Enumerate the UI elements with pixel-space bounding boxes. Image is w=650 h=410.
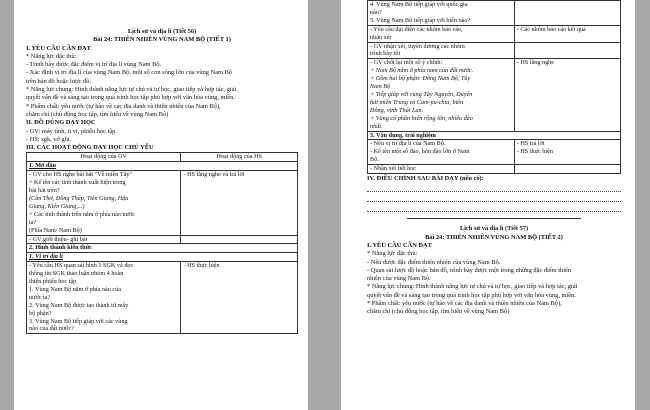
lesson-title: Lịch sử và địa lí (Tiết 56) [127, 28, 197, 35]
text-line: nhiên của vùng Nam Bộ. [367, 275, 431, 283]
document-page-2 [341, 0, 635, 410]
text-line: * Phẩm chất: yêu nước (tự hào về các địa danh và thiên nhiên của Nam Bộ), [367, 300, 562, 307]
text-line: * Phẩm chất: yêu nước (tự hào về các địa danh và thiên nhiên của Nam Bộ), [26, 102, 221, 110]
student-activity-cell: - HS lắng nghe và trả lời [181, 171, 298, 235]
table-section-row: 1. Vị trí địa lí [27, 253, 298, 262]
dotted-line [367, 193, 621, 202]
text-line: * Năng lực đặc thù: [367, 250, 418, 258]
section-heading: I. YÊU CẦU CẦN ĐẠT [26, 44, 91, 52]
teacher-activity-cell: - Yêu cầu HS quan sát hình 1 SGK và đọc thông tin SGK thảo luận nhóm 4 hoàn thiện phiếu học tập 1. Vùng Nam Bộ nằm ở phía nào của nước ta? 2. Vùng Nam Bộ được tạo thành từ mấy bộ phận? 3. Vùng Nam Bộ tiếp giáp với các vùng nào của đất nước? [27, 262, 181, 334]
teacher-activity-cell: - GV cho HS nghe bài hát "Về miền Tây" + Kể tên các tỉnh thành xuất hiện trong bài hát trên? (Cần Thơ, Đồng Tháp, Tiền Giang, Hậu Giang, Kiên Giang,...) + Các tỉnh thành trên nằm ở phía nào nước ta? (Phía Nam/ Nam Bộ) [27, 171, 181, 235]
teacher-activity-cell: - GV nhận xét, tuyên dương các nhóm trình bày tốt [368, 42, 515, 59]
teacher-activity-cell: - Yêu cầu đại diện các nhóm báo cáo, nhận xét [368, 25, 515, 42]
student-activity-cell: - HS trả lời - HS thực hiện [514, 140, 620, 165]
document-page-1 [14, 0, 308, 410]
dotted-line [367, 183, 621, 192]
section-heading: II. ĐỒ DÙNG DẠY HỌC [26, 119, 96, 127]
teacher-activity-cell: - Nhận xét tiết học [368, 165, 515, 174]
table-section-row: 3. Vận dụng, trải nghiệm [368, 131, 621, 140]
section-heading: III. CÁC HOẠT ĐỘNG DẠY HỌC CHỦ YẾU [26, 144, 154, 152]
lesson-subtitle: Bài 24: THIÊN NHIÊN VÙNG NAM BỘ (TIẾT 2) [425, 233, 563, 241]
column-header-student: Hoạt động của HS [181, 153, 298, 162]
table-section-row: 1. Mở đầu [27, 162, 298, 171]
text-line: * Năng lực chung: Hình thành năng lực tự chủ và tự học, giao tiếp và hợp tác, giải [367, 283, 578, 291]
teacher-activity-cell: 4. Vùng Nam Bộ tiếp giáp với quốc gia nào? 5. Vùng Nam Bộ tiếp giáp với biển nào? [368, 1, 515, 26]
teacher-activity-cell: - GV chốt lại một số ý chính: + Nam Bộ nằm ở phía nam của đất nước. + Gồm hai bộ phận: Đông Nam Bộ, Tây Nam Bộ + Tiếp giáp với vùng Tây Nguyên, Duyên hải miền Trung và Cam-pu-chia, biển Đông, vịnh Thái Lan. + Vùng có phần biển rộng lớn, nhiều đảo nhất. [368, 59, 515, 131]
lesson-subtitle: Bài 24: THIÊN NHIÊN VÙNG NAM BỘ (TIẾT 1) [93, 36, 231, 44]
text-line: * Năng lực chung: Hình thành năng lực tự chủ và tự học, giao tiếp và hợp tác, giải [26, 86, 237, 94]
text-line: - Quan sát lược đồ hoặc bản đồ, trình bày được một trong những đặc điểm thiên [367, 266, 572, 274]
dotted-line [367, 203, 621, 212]
activity-table-continued [367, 0, 621, 174]
text-line: - Xác định vị trí địa lí của vùng Nam Bộ, một số con sông lớn của vùng Nam Bộ [26, 69, 233, 77]
student-activity-cell [514, 1, 620, 26]
text-line: - HS: sgk, vở ghi. [26, 135, 72, 143]
table-section-row: 2. Hình thành kiến thức [27, 244, 298, 253]
student-activity-cell: - HS thực hiện [181, 262, 298, 334]
text-line: * Năng lực đặc thù: [26, 52, 77, 60]
text-line: - Nêu được đặc điểm thiên nhiên của vùng Nam Bộ. [367, 258, 501, 266]
text-line: - Trình bày được đặc điểm vị trí địa lí vùng Nam Bộ. [26, 61, 162, 69]
column-header-teacher: Hoạt động của GV [27, 153, 181, 162]
text-line: trên bản đồ hoặc lược đồ. [26, 77, 92, 85]
student-activity-cell: - Các nhóm báo cáo kết quả [514, 25, 620, 42]
text-line: quyết vấn đề và sáng tạo trong quá trình học tập phù hợp với văn hóa vùng, miền. [26, 94, 235, 102]
student-activity-cell [514, 42, 620, 59]
student-activity-cell [514, 165, 620, 174]
section-heading: I. YÊU CẦU CẦN ĐẠT [367, 241, 432, 249]
lesson-title: Lịch sử và địa lí (Tiết 57) [459, 225, 529, 233]
text-line: - GV: máy tính, ti vi, phiếu học tập [26, 127, 116, 135]
text-line: quyết vấn đề và sáng tạo trong quá trình học tập phù hợp với văn hóa vùng, miền. [367, 291, 576, 299]
text-line: chăm chỉ (chủ động học tập, tìm hiểu về vùng Nam Bộ) [367, 308, 510, 316]
teacher-activity-cell: - GV giới thiệu- ghi bài [27, 235, 181, 244]
section-heading: IV. ĐIỀU CHỈNH SAU BÀI DẠY (nếu có): [367, 175, 484, 183]
teacher-activity-cell: - Nêu vị trí địa lí của Nam Bộ. - Kể tên một số đảo, hòn đảo lớn ở Nam Bộ. [368, 140, 515, 165]
student-activity-cell [181, 235, 298, 244]
student-activity-cell: - HS lắng nghe [514, 59, 620, 131]
activity-table [26, 152, 298, 334]
text-line: chăm chỉ (chủ động học tập, tìm hiểu về vùng Nam Bộ) [26, 110, 169, 118]
